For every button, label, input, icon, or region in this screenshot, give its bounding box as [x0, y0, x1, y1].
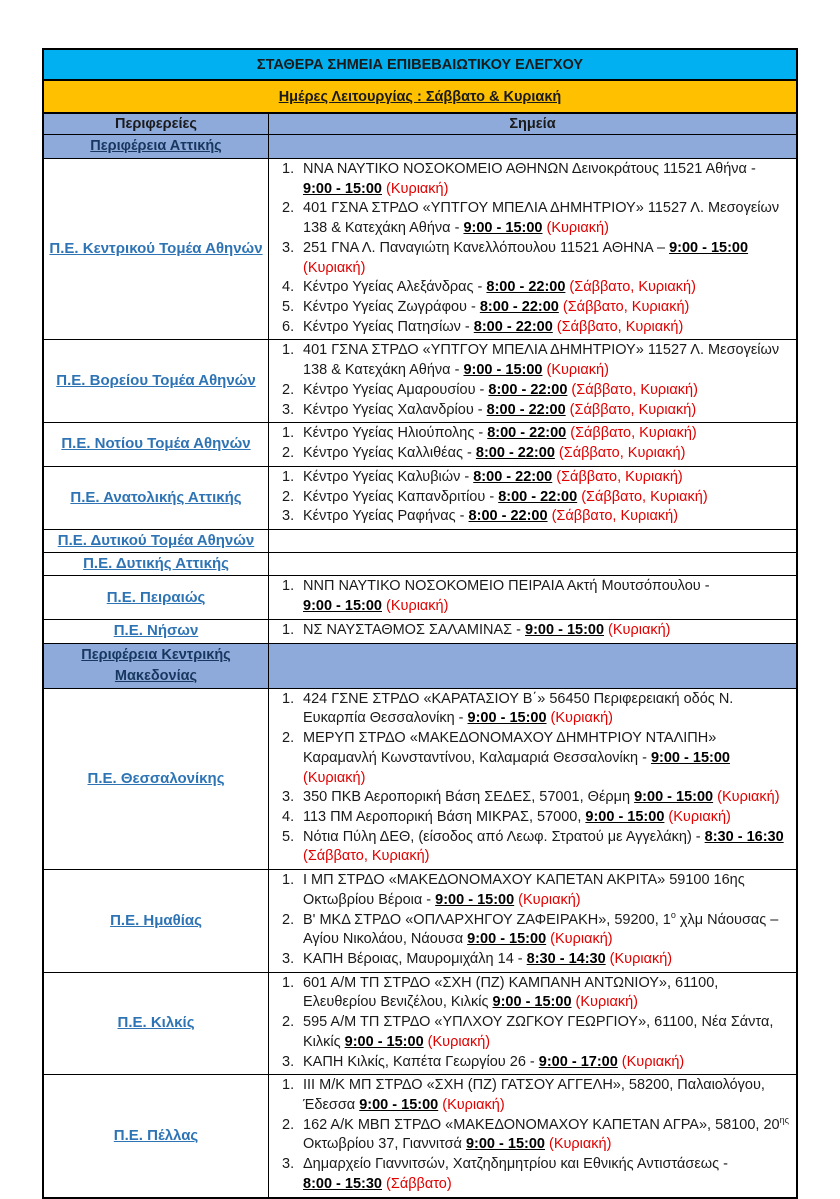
- region-name-link[interactable]: Π.Ε. Βορείου Τομέα Αθηνών: [56, 372, 256, 390]
- region-name-cell: [44, 467, 269, 529]
- point-number: 2.: [282, 445, 295, 462]
- region-row: [44, 689, 796, 870]
- point-number: 5.: [282, 299, 295, 316]
- point-number: 3.: [282, 508, 295, 525]
- point-text: Κέντρο Υγείας Ζωγράφου - 8:00 - 22:00 (Σάββατο, Κυριακή): [303, 299, 690, 316]
- operating-days-banner: [44, 81, 796, 114]
- region-row: [44, 340, 796, 423]
- point-text: Κέντρο Υγείας Χαλανδρίου - 8:00 - 22:00 (Σάββατο, Κυριακή): [303, 401, 697, 418]
- points-cell: [269, 423, 796, 465]
- region-name-cell: [44, 159, 269, 339]
- region-name-cell: [44, 973, 269, 1075]
- points-list: [269, 1075, 796, 1196]
- points-cell: [269, 1075, 796, 1196]
- point-text: 595 Α/Μ ΤΠ ΣΤΡΔΟ «ΥΠΛΧΟΥ ΖΩΓΚΟΥ ΓΕΩΡΓΙΟΥ», 61100, Νέα Σάντα, Κιλκίς 9:00 - 15:00 (Κυριακή): [303, 1014, 774, 1050]
- column-header-points: Σημεία: [269, 114, 796, 134]
- point-number: 1.: [282, 468, 295, 485]
- region-row: [44, 973, 796, 1076]
- region-row: [44, 620, 796, 644]
- point-item: [273, 401, 790, 421]
- point-text: Κέντρο Υγείας Πατησίων - 8:00 - 22:00 (Σάββατο, Κυριακή): [303, 318, 684, 335]
- point-number: 3.: [282, 950, 295, 967]
- point-item: [273, 911, 790, 950]
- point-item: [273, 690, 790, 729]
- points-list: [269, 689, 796, 869]
- points-cell: [269, 159, 796, 339]
- section-header-label: Περιφέρεια Αττικής: [90, 138, 222, 154]
- point-number: 1.: [282, 690, 295, 707]
- points-cell: [269, 870, 796, 972]
- region-name-link[interactable]: Π.Ε. Θεσσαλονίκης: [87, 769, 225, 787]
- table-body: [44, 135, 796, 1197]
- region-name-link[interactable]: Π.Ε. Νήσων: [113, 622, 199, 640]
- point-text: Κέντρο Υγείας Καλυβιών - 8:00 - 22:00 (Σάββατο, Κυριακή): [303, 468, 683, 485]
- region-name-cell: [44, 553, 269, 575]
- point-number: 2.: [282, 1116, 295, 1133]
- point-number: 1.: [282, 161, 295, 178]
- point-text: ΝΝΑ ΝΑΥΤΙΚΟ ΝΟΣΟΚΟΜΕΙΟ ΑΘΗΝΩΝ Δεινοκράτους 11521 Αθήνα - 9:00 - 15:00 (Κυριακή): [303, 161, 756, 197]
- point-number: 1.: [282, 974, 295, 991]
- point-item: [273, 1116, 790, 1155]
- points-list: [269, 159, 796, 339]
- point-item: [273, 788, 790, 808]
- region-name-cell: [44, 1075, 269, 1196]
- point-text: ΝΝΠ ΝΑΥΤΙΚΟ ΝΟΣΟΚΟΜΕΙΟ ΠΕΙΡΑΙΑ Ακτή Μουτσόπουλου - 9:00 - 15:00 (Κυριακή): [303, 578, 710, 615]
- region-name-cell: [44, 870, 269, 972]
- point-item: [273, 1013, 790, 1052]
- region-name-link[interactable]: Π.Ε. Νοτίου Τομέα Αθηνών: [61, 435, 251, 453]
- points-cell: [269, 620, 796, 643]
- points-list: [269, 467, 796, 529]
- region-name-link[interactable]: Π.Ε. Πέλλας: [113, 1126, 199, 1144]
- point-item: [273, 199, 790, 238]
- point-text: Κέντρο Υγείας Ραφήνας - 8:00 - 22:00 (Σάββατο, Κυριακή): [303, 508, 679, 525]
- point-item: [273, 488, 790, 508]
- point-item: [273, 239, 790, 278]
- operating-days-text: Ημέρες Λειτουργίας : Σάββατο & Κυριακή: [278, 88, 562, 105]
- points-list: [269, 540, 796, 543]
- point-text: Κέντρο Υγείας Καπανδριτίου - 8:00 - 22:00 (Σάββατο, Κυριακή): [303, 488, 708, 505]
- region-name-cell: [44, 620, 269, 643]
- point-number: 5.: [282, 828, 295, 845]
- point-number: 4.: [282, 808, 295, 825]
- point-item: [273, 507, 790, 527]
- point-text: Β' ΜΚΔ ΣΤΡΔΟ «ΟΠΛΑΡΧΗΓΟΥ ΖΑΦΕΙΡΑΚΗ», 59200, $1^o$ χλμ Νάουσας – Αγίου Νικολάου, Νάουσα 9:00 - 15:00 (Κυριακή): [303, 909, 779, 948]
- point-number: 3.: [282, 239, 295, 256]
- point-text: 350 ΠΚΒ Αεροπορική Βάση ΣΕΔΕΣ, 57001, Θέρμη 9:00 - 15:00 (Κυριακή): [303, 789, 780, 806]
- points-list: [269, 423, 796, 465]
- point-item: [273, 160, 790, 199]
- point-text: Νότια Πύλη ΔΕΘ, (είσοδος από Λεωφ. Στρατού με Αγγελάκη) - 8:30 - 16:30 (Σάββατο, Κυριακή): [303, 828, 784, 865]
- point-item: [273, 808, 790, 828]
- point-number: 2.: [282, 911, 295, 928]
- point-number: 2.: [282, 200, 295, 217]
- points-list: [269, 870, 796, 972]
- points-cell: [269, 530, 796, 552]
- point-text: 251 ΓΝΑ Λ. Παναγιώτη Κανελλόπουλου 11521 ΑΘΗΝΑ – 9:00 - 15:00 (Κυριακή): [303, 239, 749, 276]
- point-number: 1.: [282, 621, 295, 638]
- region-name-link[interactable]: Π.Ε. Κεντρικού Τομέα Αθηνών: [49, 240, 263, 258]
- point-text: Κέντρο Υγείας Αλεξάνδρας - 8:00 - 22:00 (Σάββατο, Κυριακή): [303, 279, 696, 296]
- region-row: [44, 870, 796, 973]
- point-item: [273, 381, 790, 401]
- points-list: [269, 973, 796, 1075]
- points-cell: [269, 340, 796, 422]
- point-text: Ι ΜΠ ΣΤΡΔΟ «ΜΑΚΕΔΟΝΟΜΑΧΟΥ ΚΑΠΕΤΑΝ ΑΚΡΙΤΑ» 59100 16ης Οκτωβρίου Βέροια - 9:00 - 15:00 (Κυριακή): [303, 872, 745, 908]
- points-cell: [269, 576, 796, 618]
- point-text: 113 ΠΜ Αεροπορική Βάση ΜΙΚΡΑΣ, 57000, 9:00 - 15:00 (Κυριακή): [303, 808, 731, 825]
- point-number: 1.: [282, 872, 295, 889]
- points-list: [269, 563, 796, 566]
- point-text: 601 Α/Μ ΤΠ ΣΤΡΔΟ «ΣΧΗ (ΠΖ) ΚΑΜΠΑΝΗ ΑΝΤΩΝΙΟΥ», 61100, Ελευθερίου Βενιζέλου, Κιλκίς 9:00 - 15:00 (Κυριακή): [303, 974, 719, 1011]
- section-header-cell: [44, 135, 269, 158]
- point-number: 1.: [282, 578, 295, 595]
- region-row: [44, 423, 796, 466]
- point-number: 3.: [282, 401, 295, 418]
- region-name-link[interactable]: Π.Ε. Δυτικού Τομέα Αθηνών: [57, 531, 255, 549]
- column-header-regions: Περιφερείες: [44, 114, 269, 134]
- points-list: [269, 576, 796, 618]
- point-item: [273, 729, 790, 788]
- region-name-cell: [44, 530, 269, 552]
- point-item: [273, 1155, 790, 1194]
- column-header-row: [44, 114, 796, 135]
- point-text: Κέντρο Υγείας Αμαρουσίου - 8:00 - 22:00 (Σάββατο, Κυριακή): [303, 381, 698, 398]
- point-text: 162 Α/Κ ΜΒΠ ΣΤΡΔΟ «ΜΑΚΕΔΟΝΟΜΑΧΟΥ ΚΑΠΕΤΑΝ ΑΓΡΑ», 58100, $20^{\eta\varsigma}$ Οκτωβρίου 37, Γιαννιτσά 9:00 - 15:00 (Κυριακή): [303, 1114, 789, 1153]
- point-number: 2.: [282, 730, 295, 747]
- section-header-label: Περιφέρεια Κεντρικής Μακεδονίας: [81, 646, 231, 684]
- points-cell: [269, 467, 796, 529]
- region-name-link[interactable]: Π.Ε. Πειραιώς: [106, 588, 206, 606]
- point-text: 401 ΓΣΝΑ ΣΤΡΔΟ «ΥΠΤΓΟΥ ΜΠΕΛΙΑ ΔΗΜΗΤΡΙΟΥ» 11527 Λ. Μεσογείων 138 & Κατεχάκη Αθήνα - 9:00 - 15:00 (Κυριακή): [303, 200, 780, 237]
- point-item: [273, 278, 790, 298]
- region-name-link[interactable]: Π.Ε. Ανατολικής Αττικής: [70, 488, 242, 506]
- point-number: 2.: [282, 488, 295, 505]
- point-number: 1.: [282, 342, 295, 359]
- point-number: 3.: [282, 1053, 295, 1070]
- point-item: [273, 298, 790, 318]
- region-name-link[interactable]: Π.Ε. Κιλκίς: [117, 1014, 195, 1032]
- point-number: 1.: [282, 425, 295, 442]
- stable-checkpoints-table: [42, 48, 798, 1199]
- region-row: [44, 1075, 796, 1196]
- point-text: Δημαρχείο Γιαννιτσών, Χατζηδημητρίου και Εθνικής Αντιστάσεως - 8:00 - 15:30 (Σάββατο): [303, 1156, 728, 1192]
- point-number: 3.: [282, 789, 295, 806]
- point-text: 401 ΓΣΝΑ ΣΤΡΔΟ «ΥΠΤΓΟΥ ΜΠΕΛΙΑ ΔΗΜΗΤΡΙΟΥ» 11527 Λ. Μεσογείων 138 & Κατεχάκη Αθήνα - 9:00 - 15:00 (Κυριακή): [303, 342, 780, 379]
- region-row: [44, 159, 796, 340]
- point-item: [273, 974, 790, 1013]
- region-name-link[interactable]: Π.Ε. Ημαθίας: [110, 911, 202, 929]
- points-cell: [269, 553, 796, 575]
- point-text: Κέντρο Υγείας Ηλιούπολης - 8:00 - 22:00 (Σάββατο, Κυριακή): [303, 425, 697, 442]
- point-number: 2.: [282, 381, 295, 398]
- section-header-cell: [44, 644, 269, 688]
- region-row: [44, 530, 796, 553]
- point-item: [273, 621, 790, 641]
- point-item: [273, 950, 790, 970]
- point-number: 4.: [282, 279, 295, 296]
- region-name-cell: [44, 340, 269, 422]
- region-row: [44, 553, 796, 576]
- point-number: 2.: [282, 1014, 295, 1031]
- point-text: ΚΑΠΗ Βέροιας, Μαυρομιχάλη 14 - 8:30 - 14:30 (Κυριακή): [303, 950, 673, 967]
- points-list: [269, 340, 796, 422]
- point-item: [273, 828, 790, 867]
- point-item: [273, 1053, 790, 1073]
- point-text: Κέντρο Υγείας Καλλιθέας - 8:00 - 22:00 (Σάββατο, Κυριακή): [303, 445, 686, 462]
- table-title: ΣΤΑΘΕΡΑ ΣΗΜΕΙΑ ΕΠΙΒΕΒΑΙΩΤΙΚΟΥ ΕΛΕΓΧΟΥ: [44, 50, 796, 81]
- point-item: [273, 577, 790, 616]
- section-header-row: [44, 644, 796, 689]
- region-name-cell: [44, 689, 269, 869]
- point-text: ΜΕΡΥΠ ΣΤΡΔΟ «ΜΑΚΕΔΟΝΟΜΑΧΟΥ ΔΗΜΗΤΡΙΟΥ ΝΤΑΛΙΠΗ» Καραμανλή Κωνσταντίνου, Καλαμαριά Θεσσαλονίκη - 9:00 - 15:00 (Κυριακή): [303, 730, 730, 786]
- section-header-spacer: [269, 644, 796, 688]
- point-text: 424 ΓΣΝΕ ΣΤΡΔΟ «ΚΑΡΑΤΑΣΙΟΥ Β΄» 56450 Περιφερειακή οδός Ν. Ευκαρπία Θεσσαλονίκη - 9:00 - 15:00 (Κυριακή): [303, 690, 734, 727]
- point-number: 3.: [282, 1156, 295, 1173]
- point-item: [273, 318, 790, 338]
- region-name-cell: [44, 423, 269, 465]
- point-text: ΙΙΙ Μ/Κ ΜΠ ΣΤΡΔΟ «ΣΧΗ (ΠΖ) ΓΑΤΣΟΥ ΑΓΓΕΛΗ», 58200, Παλαιολόγου, Έδεσσα 9:00 - 15:00 (Κυριακή): [303, 1077, 765, 1114]
- point-text: ΚΑΠΗ Κιλκίς, Καπέτα Γεωργίου 26 - 9:00 - 17:00 (Κυριακή): [303, 1053, 685, 1070]
- region-row: [44, 576, 796, 619]
- section-header-row: [44, 135, 796, 159]
- point-item: [273, 444, 790, 464]
- points-cell: [269, 689, 796, 869]
- point-number: 1.: [282, 1077, 295, 1094]
- point-item: [273, 871, 790, 910]
- point-text: ΝΣ ΝΑΥΣΤΑΘΜΟΣ ΣΑΛΑΜΙΝΑΣ - 9:00 - 15:00 (Κυριακή): [303, 621, 671, 638]
- point-item: [273, 1076, 790, 1115]
- point-item: [273, 424, 790, 444]
- point-item: [273, 341, 790, 380]
- region-name-cell: [44, 576, 269, 618]
- point-number: 6.: [282, 318, 295, 335]
- section-header-spacer: [269, 135, 796, 158]
- region-name-link[interactable]: Π.Ε. Δυτικής Αττικής: [83, 555, 229, 573]
- points-list: [269, 620, 796, 643]
- points-cell: [269, 973, 796, 1075]
- point-item: [273, 468, 790, 488]
- region-row: [44, 467, 796, 530]
